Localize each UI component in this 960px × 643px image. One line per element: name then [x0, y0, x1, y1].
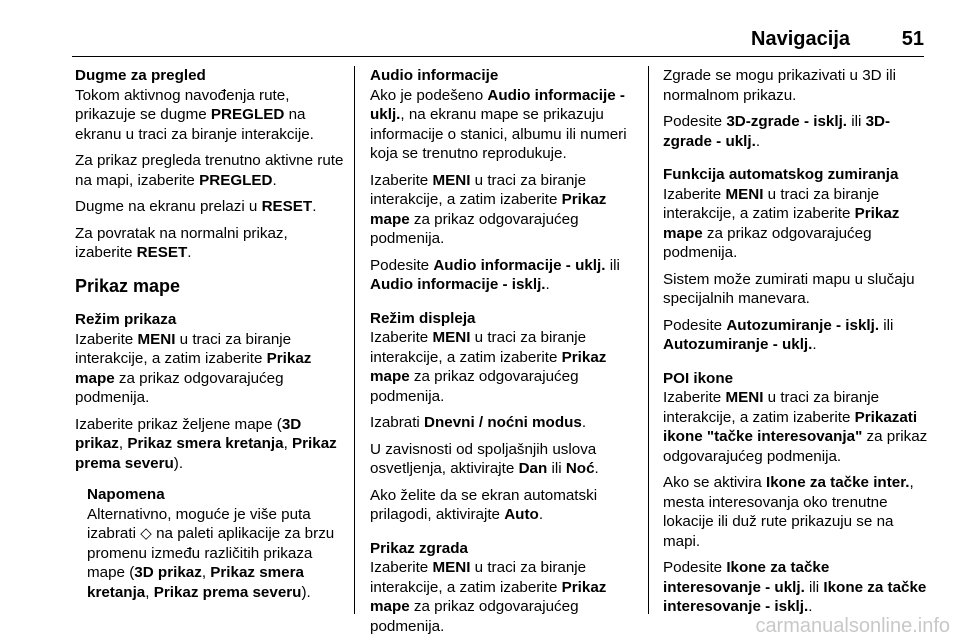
- paragraph: Zgrade se mogu prikazivati u 3D ili normalnom prikazu.: [663, 67, 896, 104]
- paragraph: Izaberite MENI u traci za biranje interakcije, a zatim izaberite Prikazati ikone "tačke interesovanja" za prikaz odgovarajućeg podmenija.: [663, 389, 928, 465]
- paragraph: Izaberite MENI u traci za biranje interakcije, a zatim izaberite Prikaz mape za prikaz odgovarajućeg podmenija.: [75, 330, 312, 406]
- watermark: carmanualsonline.info: [755, 615, 950, 637]
- paragraph: Sistem može zumirati mapu u slučaju specijalnih manevara.: [663, 270, 915, 307]
- paragraph: Za prikaz pregleda trenutno aktivne rute na mapi, izaberite PREGLED.: [75, 152, 344, 189]
- paragraph: Za povratak na normalni prikaz, izaberite RESET.: [75, 224, 288, 261]
- paragraph: Dugme na ekranu prelazi u RESET.: [75, 198, 317, 215]
- note-box: [87, 485, 345, 602]
- paragraph: Izaberite MENI u traci za biranje interakcije, a zatim izaberite Prikaz mape za prikaz odgovarajućeg podmenija.: [370, 559, 607, 635]
- note-text: Alternativno, moguće je više puta izabrati ◇ na paleti aplikacije za brzu promenu između različitih prikaza mape (3D prikaz, Prikaz smera kretanja, Prikaz prema severu).: [87, 505, 335, 601]
- section-heading: POI ikone: [663, 369, 734, 387]
- column-3: [663, 66, 928, 624]
- paragraph: Ako želite da se ekran automatski prilagodi, aktivirajte Auto.: [370, 486, 598, 523]
- column-1: [75, 66, 345, 609]
- paragraph: Izaberite MENI u traci za biranje interakcije, a zatim izaberite Prikaz mape za prikaz odgovarajućeg podmenija.: [370, 329, 607, 405]
- paragraph: Izaberite MENI u traci za biranje interakcije, a zatim izaberite Prikaz mape za prikaz odgovarajućeg podmenija.: [663, 185, 900, 261]
- section-heading: Prikaz zgrada: [370, 539, 468, 557]
- page-header: [0, 28, 960, 58]
- page-title: Navigacija: [751, 28, 850, 50]
- section-heading: Audio informacije: [370, 67, 499, 84]
- paragraph: U zavisnosti od spoljašnjih uslova osvetljenja, aktivirajte Dan ili Noć.: [370, 440, 599, 477]
- paragraph: Tokom aktivnog navođenja rute, prikazuje se dugme PREGLED na ekranu u traci za biranje interakcije.: [75, 86, 314, 143]
- chapter-heading: Prikaz mape: [75, 275, 181, 296]
- paragraph: Podesite Audio informacije - uklj. ili Audio informacije - isklj..: [370, 256, 620, 293]
- nav-diamond-icon: ◇: [140, 525, 152, 542]
- section-heading: Režim prikaza: [75, 311, 177, 328]
- paragraph: Izaberite MENI u traci za biranje interakcije, a zatim izaberite Prikaz mape za prikaz odgovarajućeg podmenija.: [370, 171, 607, 247]
- page-number: 51: [901, 28, 924, 50]
- column-2: [370, 66, 640, 643]
- column-divider: [354, 66, 355, 614]
- column-divider: [648, 66, 649, 614]
- section-heading: Dugme za pregled: [75, 67, 206, 84]
- paragraph: Ako je podešeno Audio informacije - uklj., na ekranu mape se prikazuju informacije o stanici, albumu ili numeri koja se trenutno reprodukuje.: [370, 86, 627, 162]
- paragraph: Podesite Ikone za tačke interesovanje - uklj. ili Ikone za tačke interesovanje - isklj..: [663, 559, 927, 615]
- paragraph: Podesite Autozumiranje - isklj. ili Autozumiranje - uklj..: [663, 316, 894, 353]
- section-heading: Funkcija automatskog zumiranja: [663, 166, 899, 183]
- note-title: Napomena: [87, 486, 165, 503]
- section-heading: Režim displeja: [370, 309, 476, 327]
- header-rule: [72, 56, 924, 57]
- paragraph: Izaberite prikaz željene mape (3D prikaz, Prikaz smera kretanja, Prikaz prema severu).: [75, 415, 337, 472]
- paragraph: Izabrati Dnevni / noćni modus.: [370, 414, 587, 431]
- paragraph: Ako se aktivira Ikone za tačke inter., mesta interesovanja oko trenutne lokacije ili duž rute prikazuju se na mapi.: [663, 474, 914, 550]
- paragraph: Podesite 3D-zgrade - isklj. ili 3D-zgrade - uklj..: [663, 113, 891, 150]
